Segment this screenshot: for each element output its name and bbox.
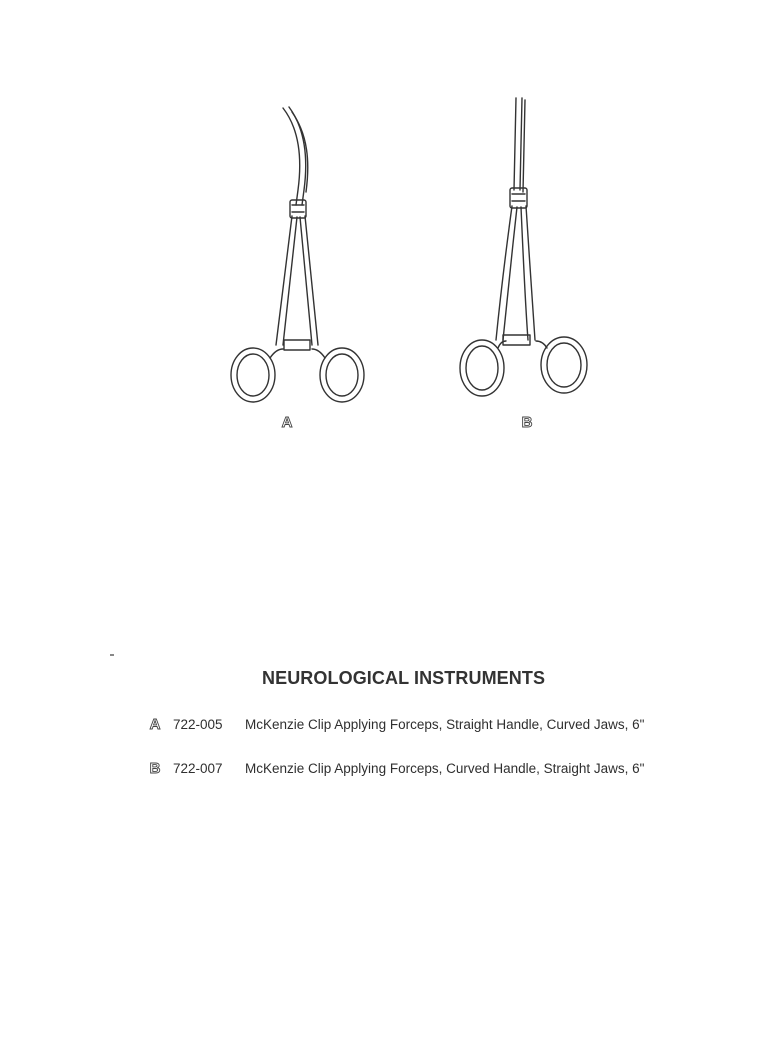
row-letter-a xyxy=(147,714,163,734)
stray-mark xyxy=(110,654,114,656)
instrument-illustrations xyxy=(0,0,780,440)
svg-text:B: B xyxy=(149,760,161,777)
forceps-b-illustration xyxy=(460,98,587,396)
svg-text:A: A xyxy=(149,716,161,733)
row-letter-b xyxy=(147,758,163,778)
catalog-code-a: 722-005 xyxy=(173,717,223,732)
figure-label-a: A xyxy=(281,414,293,431)
catalog-code-b: 722-007 xyxy=(173,761,223,776)
section-heading: NEUROLOGICAL INSTRUMENTS xyxy=(262,668,546,688)
catalog-description-a: McKenzie Clip Applying Forceps, Straight Handle, Curved Jaws, 6" xyxy=(245,717,645,732)
forceps-a-illustration xyxy=(231,107,364,402)
catalog-description-b: McKenzie Clip Applying Forceps, Curved Handle, Straight Jaws, 6" xyxy=(245,761,645,776)
figure-label-b: B xyxy=(521,414,533,431)
